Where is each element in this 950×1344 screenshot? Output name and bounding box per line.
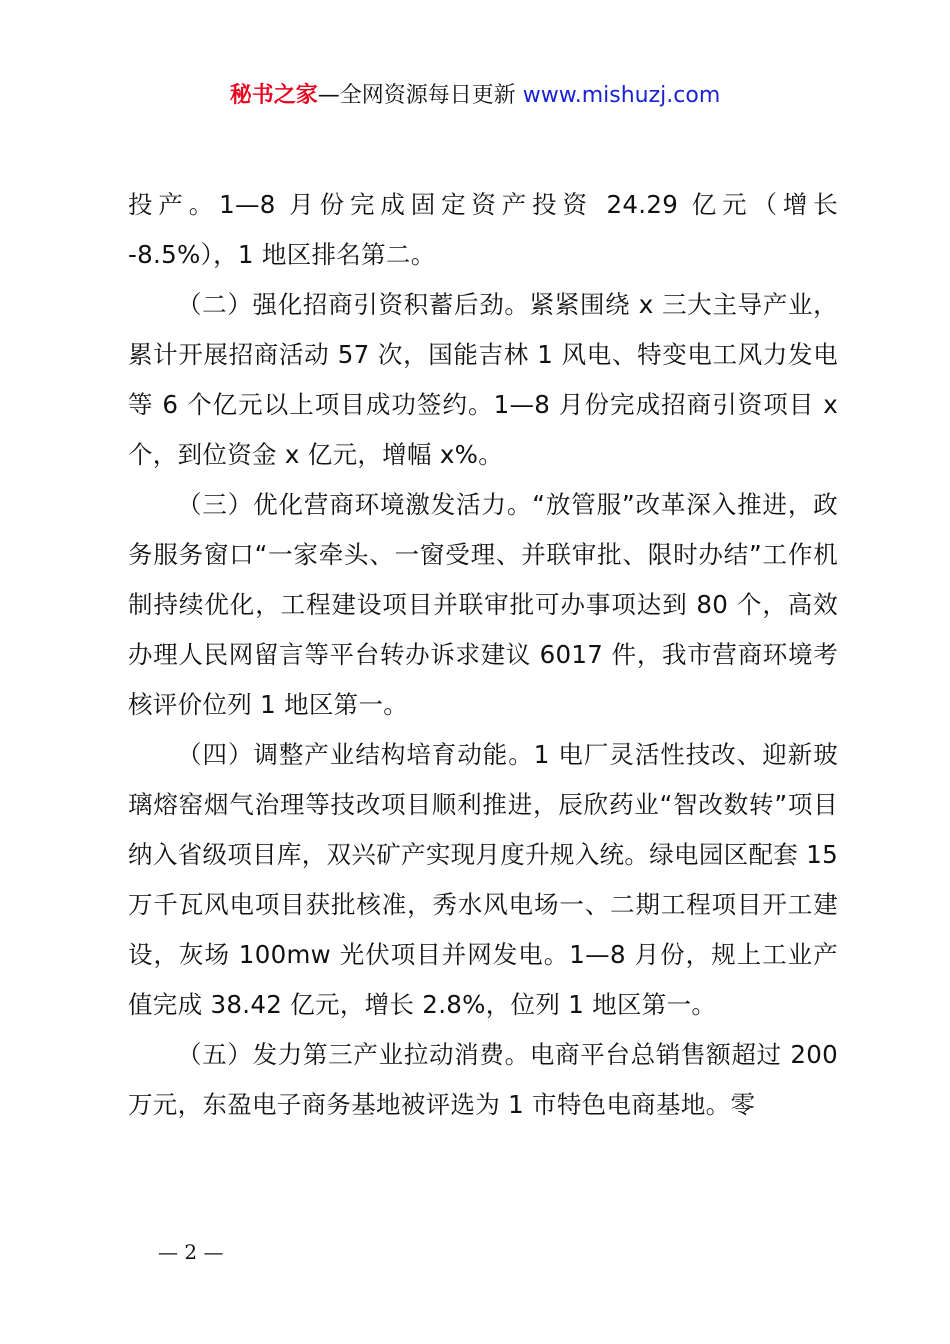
site-slogan: —全网资源每日更新 xyxy=(317,83,523,108)
paragraph-continuation: 投产。1—8 月份完成固定资产投资 24.29 亿元（增长 -8.5%），1 地区排名第二。 xyxy=(128,190,838,269)
paragraph-industrial-structure: （四）调整产业结构培育动能。1 电厂灵活性技改、迎新玻璃熔窑烟气治理等技改项目顺利推进，辰欣药业“智改数转”项目纳入省级项目库，双兴矿产实现月度升规入统。绿电园区配套 15 万千瓦风电项目获批核准，秀水风电场一、二期工程项目开工建设，灰场 100mw 光伏项目并网发电。1—8 月份，规上工业产值完成 38.42 亿元，增长 2.8%，位列 1 地区第一。 xyxy=(128,740,838,1019)
site-url-link[interactable]: www.mishuzj.com xyxy=(522,83,721,108)
document-body xyxy=(128,180,838,1130)
paragraph-tertiary-industry: （五）发力第三产业拉动消费。电商平台总销售额超过 200 万元，东盈电子商务基地被评选为 1 市特色电商基地。零 xyxy=(128,1040,838,1119)
site-brand: 秘书之家 xyxy=(229,83,318,108)
site-header xyxy=(0,80,950,112)
paragraph-business-environment: （三）优化营商环境激发活力。“放管服”改革深入推进，政务服务窗口“一家牵头、一窗受理、并联审批、限时办结”工作机制持续优化，工程建设项目并联审批可办事项达到 80 个，高效办理人民网留言等平台转办诉求建议 6017 件，我市营商环境考核评价位列 1 地区第一。 xyxy=(128,490,838,719)
paragraph-investment-attraction: （二）强化招商引资积蓄后劲。紧紧围绕 x 三大主导产业，累计开展招商活动 57 次，国能吉林 1 风电、特变电工风力发电等 6 个亿元以上项目成功签约。1—8 月份完成招商引资项目 x 个，到位资金 x 亿元，增幅 x%。 xyxy=(128,290,838,469)
page-number: — 2 — xyxy=(158,1240,224,1264)
